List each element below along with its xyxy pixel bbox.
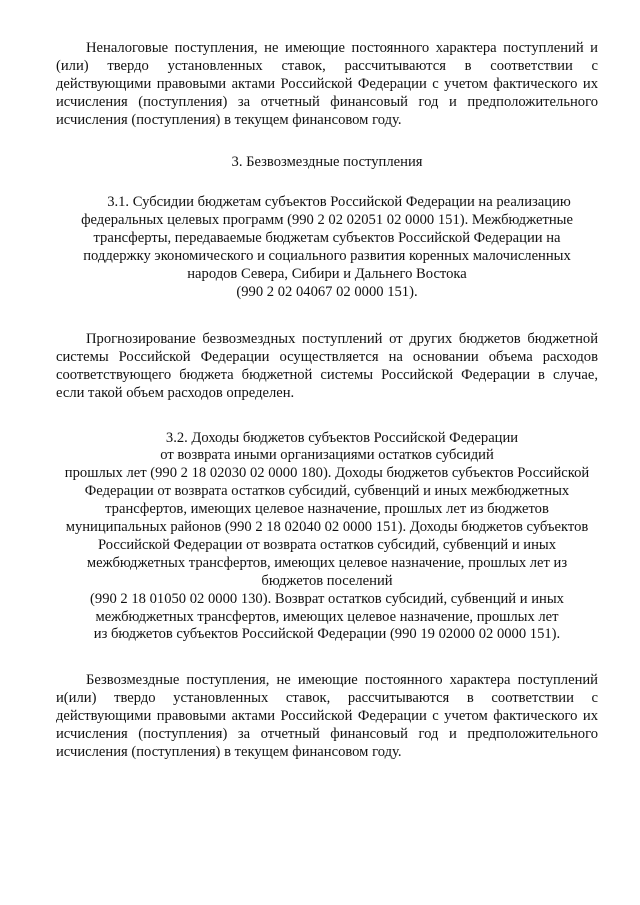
text-line: бюджетов поселений [261, 572, 393, 589]
text-line: если такой объем расходов определен. [56, 384, 295, 401]
block-subsidies-3-1 [56, 194, 598, 301]
text-line: действующими правовыми актами Российской Федерации с учетом фактического их [56, 708, 598, 725]
text-line: системы Российской Федерации осуществляется на основании объема расходов [56, 348, 598, 365]
text-line: трансферты, передаваемые бюджетам субъектов Российской Федерации на [93, 230, 561, 247]
text-line: (или) твердо установленных ставок, рассчитываются в соответствии с [56, 57, 598, 74]
block-returns-3-2 [56, 430, 598, 645]
text-line: исчисления (поступления) в текущем финансовом году. [56, 111, 402, 128]
text-line: Прогнозирование безвозмездных поступлений от других бюджетов бюджетной [86, 330, 598, 347]
text-line: и(или) твердо установленных ставок, рассчитываются в соответствии с [56, 690, 598, 707]
text-line: поддержку экономического и социального развития коренных малочисленных [83, 248, 571, 265]
text-line: межбюджетных трансфертов, имеющих целевое назначение, прошлых лет из [86, 554, 568, 571]
text-line: Российской Федерации от возврата остатков субсидий, субвенций и иных [97, 536, 557, 553]
text-line: исчисления (поступления) в текущем финансовом году. [56, 744, 402, 760]
text-line: от возврата иными организациями остатков субсидий [160, 447, 494, 464]
text-line: народов Севера, Сибири и Дальнего Востока [187, 266, 467, 283]
paragraph-non-tax-revenue [56, 40, 598, 130]
text-line: действующими правовыми актами Российской Федерации с учетом фактического их [56, 75, 598, 92]
text-line: федеральных целевых программ (990 2 02 02051 02 0000 151). Межбюджетные [81, 212, 573, 229]
text-line: из бюджетов субъектов Российской Федерации (990 19 02000 02 0000 151). [93, 626, 561, 643]
text-line: исчисления (поступления) за отчетный финансовый год и предположительного [56, 93, 598, 110]
text-line: (990 2 18 01050 02 0000 130). Возврат остатков субсидий, субвенций и иных [90, 590, 564, 607]
text-line: Неналоговые поступления, не имеющие постоянного характера поступлений и [86, 40, 598, 56]
paragraph-forecasting [56, 331, 598, 403]
text-line: соответствующего бюджета бюджетной системы Российской Федерации в случае, [56, 366, 598, 383]
text-line: 3.2. Доходы бюджетов субъектов Российской Федерации [165, 429, 519, 446]
text-line: Безвозмездные поступления, не имеющие постоянного характера поступлений [86, 672, 598, 689]
text-line: муниципальных районов (990 2 18 02040 02 0000 151). Доходы бюджетов субъектов [65, 519, 589, 536]
text-line: прошлых лет (990 2 18 02030 02 0000 180). Доходы бюджетов субъектов Российской [64, 465, 590, 482]
paragraph-gratuitous-revenue [56, 672, 598, 762]
text-line: 3.1. Субсидии бюджетам субъектов Российской Федерации на реализацию [107, 194, 571, 211]
text-line: трансфертов, имеющих целевое назначение, прошлых лет из бюджетов [105, 501, 549, 518]
section-heading: 3. Безвозмездные поступления [231, 153, 423, 170]
text-line: исчисления (поступления) за отчетный финансовый год и предположительного [56, 726, 598, 743]
text-line: (990 2 02 04067 02 0000 151). [236, 283, 418, 300]
text-line: Федерации от возврата остатков субсидий, субвенций и иных межбюджетных [84, 483, 570, 500]
text-line: межбюджетных трансфертов, имеющих целевое назначение, прошлых лет [95, 608, 559, 625]
